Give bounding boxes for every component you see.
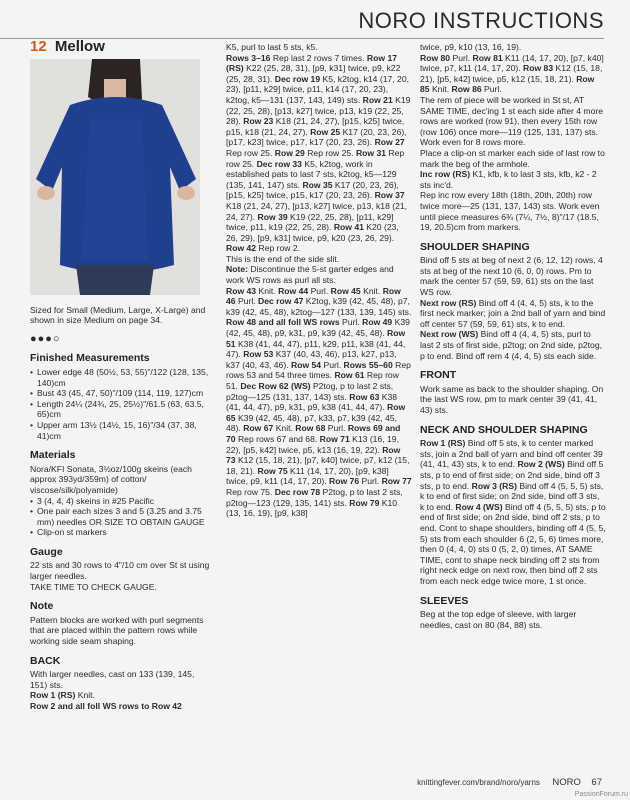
row-text: Rep row 75. — [226, 486, 273, 497]
finished-measurements-list — [30, 367, 213, 441]
front-heading: FRONT — [420, 369, 457, 382]
row-label: Row 21 — [362, 94, 393, 105]
row-text: K12 (15, 18, 21), [p5, k42] twice, p5, k12 (15, 18, 21). — [420, 63, 603, 84]
size-info: Sized for Small (Medium, Large, X-Large) and shown in size Medium on page 34. — [30, 304, 206, 326]
row-text: K39 (42, 45, 48), p7, k33, p7, k39 (42, 45, 48). — [226, 412, 398, 434]
note-text: Pattern blocks are worked with purl segments that are placed within the pattern rows while working side seam shaping. — [30, 614, 204, 647]
next-row-rs — [420, 298, 606, 330]
instruction-text: Rep inc row every 18th (18th, 20th, 20th) row twice more—25 (131, 137, 143) sts. Work even until piece measures 6¾ (7¼, 7½, 8)"/17 (18.5, 19, 20.5)cm from markers. — [420, 190, 600, 233]
row-label: Row 53 — [243, 349, 274, 360]
row-text: K37 (40, 43, 46), p13, k27, p13, k37 (40, 43, 46). — [226, 349, 397, 370]
pattern-number: 12 — [30, 38, 47, 55]
row-text: Rep row 2. — [258, 243, 301, 254]
list-item: • One pair each sizes 3 and 5 (3.25 and 3.75 mm) needles OR SIZE TO OBTAIN GAUGE — [30, 506, 213, 527]
row-text: Bind off 5 sts, k to center marked sts, join a 2nd ball of yarn and bind off center 39 (41, 41, 43) sts, k to end. — [420, 438, 603, 470]
row-label: Row 4 (WS) — [455, 501, 503, 512]
materials-intro: Nora/KFI Sonata, 3½oz/100g skeins (each approx 393yd/359m) of cotton/ viscose/silk/polyamide) — [30, 463, 192, 495]
row-label: Row 76 — [329, 476, 360, 487]
row-text: K18 (21, 24, 27), [p15, k25] twice, p15, k18 (21, 24, 27). — [226, 116, 405, 137]
row-text: K18 (21, 24, 27), [p13, k27] twice, p13, k18 (21, 24, 27). — [226, 200, 408, 222]
row-label: Dec row 19 — [274, 73, 321, 84]
list-item: • 3 (4, 4, 4) skeins in #25 Pacific — [30, 496, 213, 507]
row-text: Purl. — [327, 423, 346, 434]
row-text: Knit. — [77, 690, 95, 701]
row-text: K1, kfb, k to last 3 sts, kfb, k2 - 2 sts inc'd. — [420, 169, 597, 190]
page-title: NORO INSTRUCTIONS — [358, 8, 604, 33]
instruction-text: Place a clip-on st marker each side of last row to mark the beg of the armhole. — [420, 147, 605, 169]
row-label: Row 79 — [349, 497, 380, 508]
footer-brand: NORO — [552, 777, 581, 788]
row-text: Purl. — [323, 359, 342, 370]
row-text: K17 (20, 23, 26), [p15, k25] twice, p15, k17 (20, 23, 26). — [226, 179, 399, 201]
row-text: K39 (42, 45, 48), p9, k31, p9, k39 (42, 45, 48). — [226, 317, 410, 339]
row-text: K13 (16, 19, 22), [p5, k42] twice, p5, k13 (16, 19, 22). — [226, 433, 399, 455]
row-label: Next row (RS) — [420, 297, 477, 308]
row-label: Row 77 — [381, 476, 412, 487]
row-label: Row 45 — [330, 285, 361, 296]
row-paragraph — [226, 53, 412, 254]
row-label: Row 85 — [420, 73, 595, 95]
row-text: Bind off 5 sts, p to end of first side; on 2nd side, bind off 3 sts, p to end. — [420, 459, 604, 491]
row-text: Purl. — [237, 296, 256, 307]
row-label: Row 48 and all foll WS rows — [226, 317, 340, 328]
instruction-text: Work same as back to the shoulder shaping. On the last WS row, pm to mark center 39 (41, 41, 43) sts. — [420, 383, 604, 415]
next-row-ws — [420, 329, 606, 361]
row-label: Dec row 47 — [258, 296, 304, 307]
row-label: Row 65 — [226, 402, 406, 423]
pattern-name: Mellow — [54, 38, 105, 55]
row-label: Row 42 — [226, 243, 257, 254]
row-text: P2tog, p to last 2 sts, p2tog—123 (129, 135, 141) sts. — [226, 486, 403, 508]
column-2 — [226, 42, 412, 519]
row-label: Row 39 — [257, 211, 288, 222]
row-text: Knit. — [363, 285, 381, 296]
row-text: Rep rows 67 and 68. — [237, 433, 318, 444]
row-text: Knit. — [275, 423, 293, 434]
row-label: Dec row 33 — [256, 158, 302, 169]
row-label: Row 86 — [451, 84, 482, 95]
instruction-text: Beg at the top edge of sleeve, with larger needles, cast on 80 (84, 88) sts. — [420, 609, 577, 630]
row-label: Row 41 — [333, 222, 364, 233]
row-label: Row 1 (RS) — [420, 438, 466, 449]
footer-website[interactable]: knittingfever.com/brand/noro/yarns — [417, 778, 540, 787]
column-3 — [420, 42, 606, 630]
row-text: K11 (14, 17, 20), [p7, k40] twice, p7, k11 (14, 17, 20). — [420, 52, 604, 74]
row-paragraph — [420, 53, 606, 95]
row-text: Rep rows 53 and 54 three times. — [226, 359, 411, 381]
row-text: K5, k2tog, k14 (17, 20, 23), [p11, k29] twice, p11, k14 (17, 20, 23), k2tog, k5—131 (137, 143, 149) sts. — [226, 73, 409, 105]
row-text: K11 (14, 17, 20), [p9, k38] twice, p9, k11 (14, 17, 20). — [226, 465, 389, 487]
row-text: Knit. — [431, 84, 450, 95]
row-label: Next row (WS) — [420, 329, 479, 340]
row-text: Rep row 25. — [226, 147, 405, 169]
gauge-heading: Gauge — [30, 545, 63, 558]
row-label: Row 2 and all foll WS rows to Row 42 — [30, 701, 182, 711]
note-paragraph — [226, 264, 412, 285]
row-label: Row 83 — [523, 63, 554, 74]
difficulty-rating: ●●●○ — [30, 332, 61, 345]
row-label: Row 25 — [310, 126, 341, 137]
row-label: Row 63 — [349, 391, 380, 402]
row-label: Row 43 — [226, 285, 257, 296]
row-label: Row 73 — [226, 444, 401, 466]
row-label: Row 29 — [274, 147, 305, 158]
row-text: Bind off 4 (5, 5, 5) sts, p to end of first side; on 2nd side, bind off 2 sts, p to end. Cont to shape shoulders, binding off 4 (5, 5, 5) sts from each shoulder 6 (2, 5, 6) times more, then 0 (4, 4, 0) sts 0 (5, 2, 0) times, AT SAME TIME, cont to shape neck binding off 2 sts from right neck edge on next row, then bind off 2 sts from each neck edge twice more, 1 st once. — [420, 501, 606, 586]
row-text: Bind off 4 (4, 4, 5) sts, k to the first neck marker; join a 2nd ball of yarn and bind off center 57 (59, 59, 61) sts, k to end. — [420, 297, 606, 329]
row-label: Row 61 — [334, 370, 365, 381]
row-text: Knit. — [258, 285, 276, 296]
row-text: K22 (25, 28, 31), [p9, k31] twice, p9, k22 (25, 28, 31). — [226, 63, 401, 84]
list-item: • Bust 43 (45, 47, 50)"/109 (114, 119, 127)cm — [30, 388, 213, 399]
back-row-1 — [30, 690, 213, 701]
shoulder-shaping-heading: SHOULDER SHAPING — [420, 240, 530, 253]
row-text: K2tog, k39 (42, 45, 48), p7, k39 (42, 45, 48), k2tog—127 (133, 139, 145) sts. — [226, 296, 412, 317]
column-1 — [30, 38, 213, 712]
row-label: Row 81 — [472, 52, 503, 63]
row-label: Row 80 — [420, 52, 451, 63]
row-label: Rows 55–60 — [343, 359, 393, 370]
row-label: Row 35 — [302, 179, 333, 190]
finished-measurements-heading: Finished Measurements — [30, 352, 150, 365]
row-text: Purl. — [361, 476, 380, 487]
back-heading: BACK — [30, 654, 61, 667]
row-label: Row 31 — [355, 147, 387, 158]
instruction-text: Work even for 8 rows more. — [420, 137, 526, 148]
pattern-title — [30, 38, 213, 55]
row-text: K38 (41, 44, 47), p9, k31, p9, k38 (41, 44, 47). — [226, 391, 398, 413]
row-text: K12 (15, 18, 21), [p7, k40] twice, p7, k12 (15, 18, 21). — [226, 455, 410, 476]
model-photo — [30, 59, 200, 295]
row-text: Purl. — [310, 285, 329, 296]
row-label: Row 49 — [362, 317, 393, 328]
row-text: K19 (22, 25, 28), [p13, k27] twice, p13, k19 (22, 25, 28). — [226, 94, 411, 127]
row-label: Row 46 — [226, 285, 401, 307]
row-label: Row 2 (WS) — [517, 459, 565, 470]
row-text: K19 (22, 25, 28), [p11, k29] twice, p11, k19 (22, 25, 28). — [226, 211, 394, 233]
side-slit-end: This is the end of the side slit. — [226, 253, 340, 264]
instruction-text: The rem of piece will be worked in St st, AT SAME TIME, dec'ing 1 st each side after 4 more rows are worked (row 91), then every 15th row (row 106) once more—119 (125, 131, 137) sts. — [420, 94, 603, 137]
row-label: Row 37 — [374, 190, 405, 201]
instruction-text: K5, purl to last 5 sts, k5. — [226, 42, 318, 52]
row-text: Rep row 25. — [307, 147, 354, 158]
list-item: • Lower edge 48 (50½, 53, 55)"/122 (128, 135, 140)cm — [30, 367, 213, 388]
row-text: Rep last 2 rows 7 times. — [272, 52, 365, 63]
row-label: Row 71 — [319, 433, 350, 444]
row-label: Row 54 — [290, 359, 322, 370]
neck-shoulder-heading: NECK AND SHOULDER SHAPING — [420, 423, 588, 436]
row-list — [226, 286, 412, 519]
row-label: Row 44 — [278, 285, 309, 296]
row-label: Row 27 — [374, 137, 405, 148]
instruction-text: twice, p9, k10 (13, 16, 19). — [420, 42, 522, 52]
row-label: Row 51 — [226, 328, 406, 349]
row-label: Row 68 — [295, 423, 326, 434]
row-text: Bind off 4 (5, 5, 5) sts, k to end of first side; on 2nd side, bind off 3 sts, k to end. — [420, 480, 604, 512]
row-text: Bind off 4 (4, 4, 5) sts, purl to last 2 sts of first side, p2tog; on 2nd side, p2tog, p to end. Bind off rem 4 (4, 4, 5) sts each side. — [420, 329, 603, 361]
row-label: Dec Row 62 (WS) — [240, 381, 311, 391]
page-number: 67 — [591, 777, 602, 788]
row-text: K17 (20, 23, 26), [p17, k23] twice, p17, k17 (20, 23, 26). — [226, 126, 407, 148]
list-item: • Upper arm 13½ (14½, 15, 16)"/34 (37, 38, 41)cm — [30, 420, 213, 441]
row-text: K38 (41, 44, 47), p11, k29, p11, k38 (41, 44, 47). — [226, 338, 406, 360]
row-text: Rep row 25. — [226, 147, 273, 158]
row-label: Rows 3–16 — [226, 52, 271, 63]
sleeves-heading: SLEEVES — [420, 594, 469, 607]
note-text: Discontinue the 5-st garter edges and work WS rows as purl all sts. — [226, 264, 394, 286]
row-label: Rows 69 and 70 — [226, 423, 401, 444]
page-header — [0, 8, 630, 34]
row-label: Row 17 (RS) — [226, 52, 398, 74]
row-text: Purl. — [452, 52, 471, 63]
row-label: Row 67 — [243, 423, 274, 434]
row-text: K5, k2tog, work in established pats to last 7 sts, k2tog, k5—129 (135, 141, 147) sts. — [226, 158, 397, 190]
gauge-check: TAKE TIME TO CHECK GAUGE. — [30, 581, 157, 592]
page-footer — [417, 777, 602, 788]
materials-heading: Materials — [30, 449, 76, 462]
row-text: K10 (13, 16, 19), [p9, k38] — [226, 497, 398, 519]
note-label: Note: — [226, 264, 248, 275]
inc-row — [420, 169, 606, 190]
list-item: • Length 24¼ (24¾, 25, 25½)"/61.5 (63, 63.5, 65)cm — [30, 399, 213, 420]
row-label: Row 23 — [243, 116, 274, 127]
row-paragraph — [226, 286, 412, 519]
gauge-text: 22 sts and 30 rows to 4"/10 cm over St st using larger needles. — [30, 560, 210, 582]
list-item: • Clip-on st markers — [30, 527, 213, 538]
row-list — [226, 53, 412, 254]
row-text: Purl. — [484, 84, 502, 95]
row-label: Row 3 (RS) — [471, 480, 517, 491]
row-text: Purl. — [342, 317, 360, 328]
row-label: Row 75 — [257, 465, 288, 476]
row-text: Rep row 51. — [226, 370, 399, 391]
watermark: PassionForum.ru — [574, 791, 628, 798]
row-list — [420, 53, 606, 95]
row-text: P2tog, p to last 2 sts, p2tog—125 (131, 137, 143) sts. — [226, 381, 394, 402]
back-row-2 — [30, 701, 213, 712]
row-label: Row 1 (RS) — [30, 690, 76, 701]
note-heading: Note — [30, 600, 54, 613]
neck-rows — [420, 438, 606, 586]
row-text: K20 (23, 26, 29), [p9, k31] twice, p9, k20 (23, 26, 29). — [226, 222, 399, 243]
materials-list — [30, 496, 213, 538]
instruction-text: Bind off 5 sts at beg of next 2 (6, 12, 12) rows, 4 sts at beg of the next 10 (6, 0, 0) rows. Pm to mark the center 57 (59, 59, 61) sts on the last WS row. — [420, 255, 603, 298]
row-label: Inc row (RS) — [420, 169, 471, 180]
back-cast-on: With larger needles, cast on 133 (139, 145, 151) sts. — [30, 669, 195, 690]
row-label: Dec row 78 — [274, 486, 321, 497]
